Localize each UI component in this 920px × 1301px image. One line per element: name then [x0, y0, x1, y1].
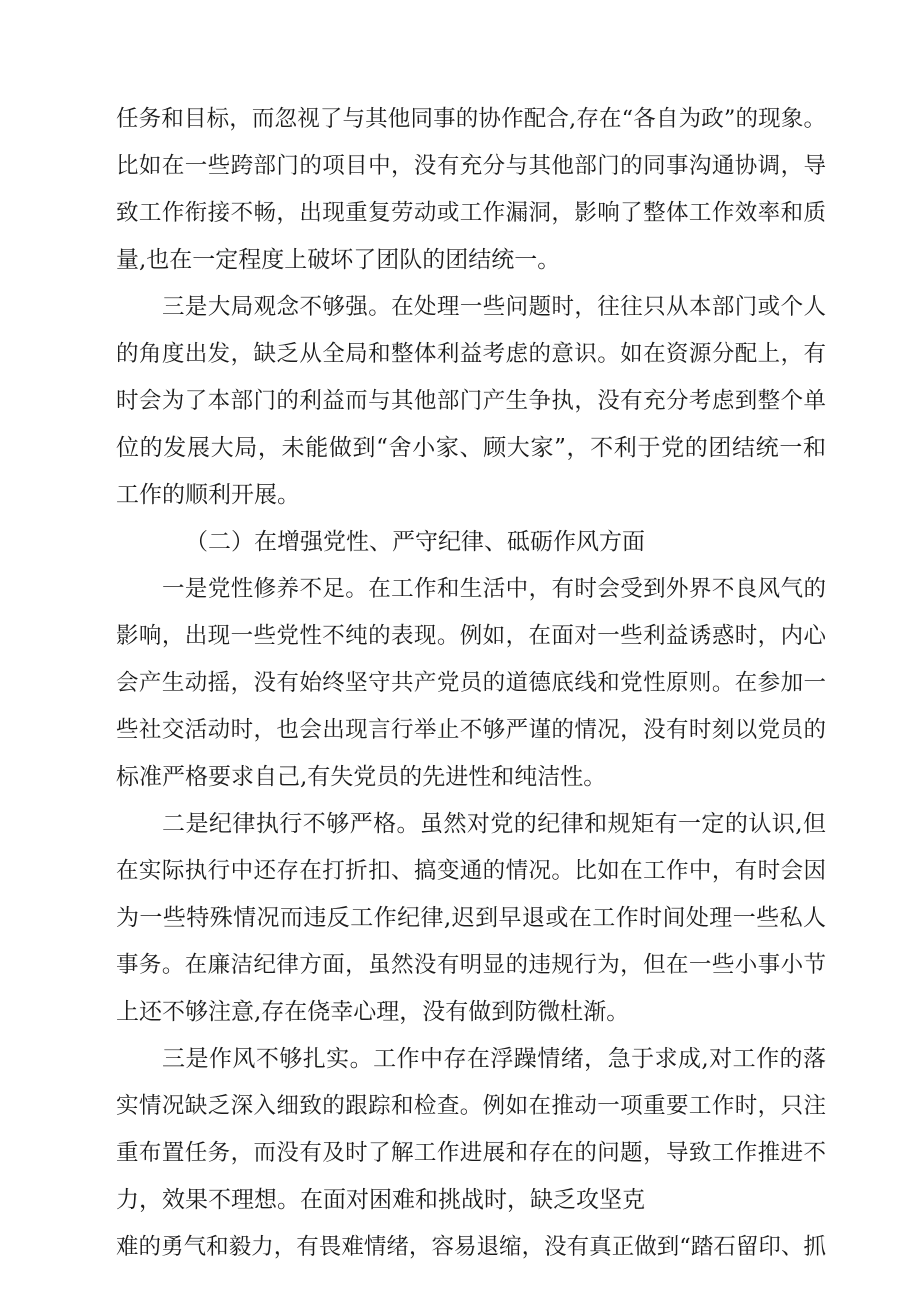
text-line: 比如在一些跨部门的项目中，没有充分与其他部门的同事沟通协调，导 — [116, 153, 826, 179]
text-line: 致工作衔接不畅，出现重复劳动或工作漏洞，影响了整体工作效率和质 — [116, 200, 826, 226]
text-line: 上还不够注意,存在侥幸心理，没有做到防微杜渐。 — [116, 999, 630, 1025]
text-line: 为一些特殊情况而违反工作纪律,迟到早退或在工作时间处理一些私人 — [116, 905, 826, 931]
text-line: 力，效果不理想。在面对困难和挑战时，缺乏攻坚克 — [116, 1187, 645, 1213]
document-body — [116, 96, 826, 1271]
text-line: 任务和目标，而忽视了与其他同事的协作配合,存在“各自为政”的现象。 — [116, 106, 826, 132]
text-line: 些社交活动时，也会出现言行举止不够严谨的情况，没有时刻以党员的 — [116, 717, 826, 743]
text-line: 时会为了本部门的利益而与其他部门产生争执，没有充分考虑到整个单 — [116, 388, 826, 414]
text-line: 影响，出现一些党性不纯的表现。例如，在面对一些利益诱惑时，内心 — [116, 623, 826, 649]
text-line: 实情况缺乏深入细致的跟踪和检查。例如在推动一项重要工作时，只注 — [116, 1093, 826, 1119]
text-line: 位的发展大局，未能做到“舍小家、顾大家”，不利于党的团结统一和 — [116, 435, 826, 461]
text-line: 会产生动摇，没有始终坚守共产党员的道德底线和党性原则。在参加一 — [116, 670, 826, 696]
text-line: 三是作风不够扎实。工作中存在浮躁情绪，急于求成,对工作的落 — [162, 1046, 826, 1072]
text-line: 标准严格要求自己,有失党员的先进性和纯洁性。 — [116, 764, 607, 790]
section-heading: （二）在增强党性、严守纪律、砥砺作风方面 — [185, 529, 645, 555]
text-line: 量,也在一定程度上破坏了团队的团结统一。 — [116, 247, 561, 273]
text-line: 事务。在廉洁纪律方面，虽然没有明显的违规行为，但在一些小事小节 — [116, 952, 826, 978]
text-line: 三是大局观念不够强。在处理一些问题时，往往只从本部门或个人 — [162, 294, 826, 320]
text-line: 的角度出发，缺乏从全局和整体利益考虑的意识。如在资源分配上，有 — [116, 341, 826, 367]
text-line: 重布置任务，而没有及时了解工作进展和存在的问题，导致工作推进不 — [116, 1140, 826, 1166]
text-line: 工作的顺利开展。 — [116, 482, 300, 508]
text-line: 难的勇气和毅力，有畏难情绪，容易退缩，没有真正做到“踏石留印、抓 — [116, 1234, 826, 1260]
text-line: 二是纪律执行不够严格。虽然对党的纪律和规矩有一定的认识,但 — [162, 811, 826, 837]
text-line: 在实际执行中还存在打折扣、搞变通的情况。比如在工作中，有时会因 — [116, 858, 826, 884]
text-line: 一是党性修养不足。在工作和生活中，有时会受到外界不良风气的 — [162, 576, 826, 602]
